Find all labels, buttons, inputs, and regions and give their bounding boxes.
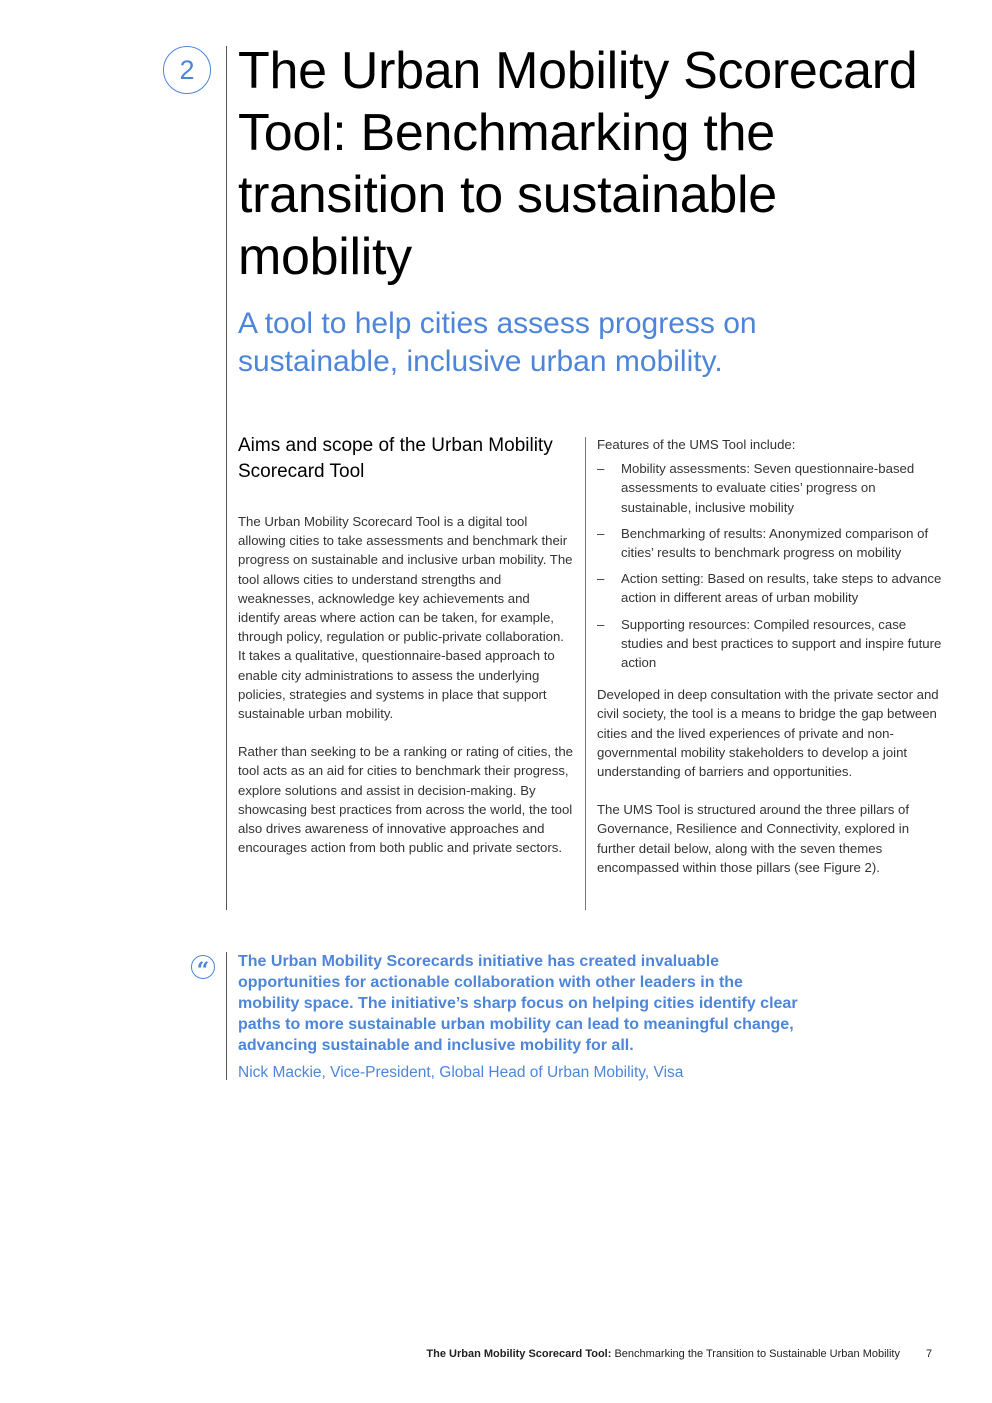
quote-icon: “ (191, 955, 215, 979)
page-number: 7 (926, 1348, 933, 1360)
dash-bullet: – (597, 571, 605, 587)
list-item (597, 569, 942, 607)
list-item-text: Action setting: Based on results, take steps to advance action in different areas of urban mobility (621, 571, 942, 606)
dash-bullet: – (597, 525, 605, 541)
footer-title-bold: The Urban Mobility Scorecard Tool: (426, 1348, 612, 1360)
list-item (597, 459, 942, 517)
list-item (597, 615, 942, 673)
paragraph: The UMS Tool is structured around the three pillars of Governance, Resilience and Connectivity, explored in further detail below, along with the seven themes encompassed within those pillars (see Figure 2). (597, 802, 910, 875)
list-item-text: Supporting resources: Compiled resources, case studies and best practices to support and inspire future action (621, 616, 942, 671)
list-item-text: Benchmarking of results: Anonymized comparison of cities’ results to benchmark progress on mobility (621, 525, 929, 561)
features-intro: Features of the UMS Tool include: (597, 437, 796, 452)
quote-rule (226, 952, 227, 1080)
vertical-rule (226, 46, 227, 910)
paragraph: Rather than seeking to be a ranking or rating of cities, the tool acts as an aid for cities to benchmark their progress, explore solutions and assist in decision-making. By showcasing best practices from across the world, the tool also drives awareness of innovative approaches and encourages action from both public and private sectors. (238, 744, 574, 856)
quote-attribution: Nick Mackie, Vice-President, Global Head of Urban Mobility, Visa (238, 1064, 684, 1081)
list-item-text: Mobility assessments: Seven questionnaire-based assessments to evaluate cities’ progress on sustainable, inclusive mobility (621, 461, 915, 515)
footer-title (426, 1346, 900, 1362)
page-subtitle: A tool to help cities assess progress on sustainable, inclusive urban mobility. (238, 307, 757, 378)
dash-bullet: – (597, 461, 605, 477)
page-title: The Urban Mobility Scorecard Tool: Benchmarking the transition to sustainable mobility (238, 42, 918, 286)
dash-bullet: – (597, 616, 605, 632)
section-heading: Aims and scope of the Urban Mobility Scorecard Tool (238, 435, 553, 482)
footer-title-rest: Benchmarking the Transition to Sustainable Urban Mobility (611, 1348, 900, 1360)
right-column (597, 435, 942, 877)
left-column (238, 512, 574, 876)
column-divider (585, 437, 586, 910)
chapter-number-badge: 2 (163, 46, 211, 94)
paragraph: Developed in deep consultation with the private sector and civil society, the tool is a means to bridge the gap between cities and the lived experiences of private and non-governmental mobility stakeholders to develop a joint understanding of barriers and opportunities. (597, 687, 939, 780)
list-item (597, 524, 942, 562)
features-list (597, 459, 942, 672)
pull-quote: The Urban Mobility Scorecards initiative has created invaluable opportunities for actionable collaboration with other leaders in the mobility space. The initiative’s sharp focus on helping cities identify clear paths to more sustainable urban mobility can lead to meaningful change, advancing sustainable and inclusive mobility for all. (238, 953, 798, 1054)
paragraph: The Urban Mobility Scorecard Tool is a digital tool allowing cities to take assessments and benchmark their progress on sustainable and inclusive urban mobility. The tool allows cities to understand strengths and weaknesses, acknowledge key achievements and identify areas where action can be taken, for example, through policy, regulation or public-private collaboration. It takes a qualitative, questionnaire-based approach to enable city administrations to assess the underlying policies, strategies and systems in place that support sustainable urban mobility. (238, 514, 573, 722)
